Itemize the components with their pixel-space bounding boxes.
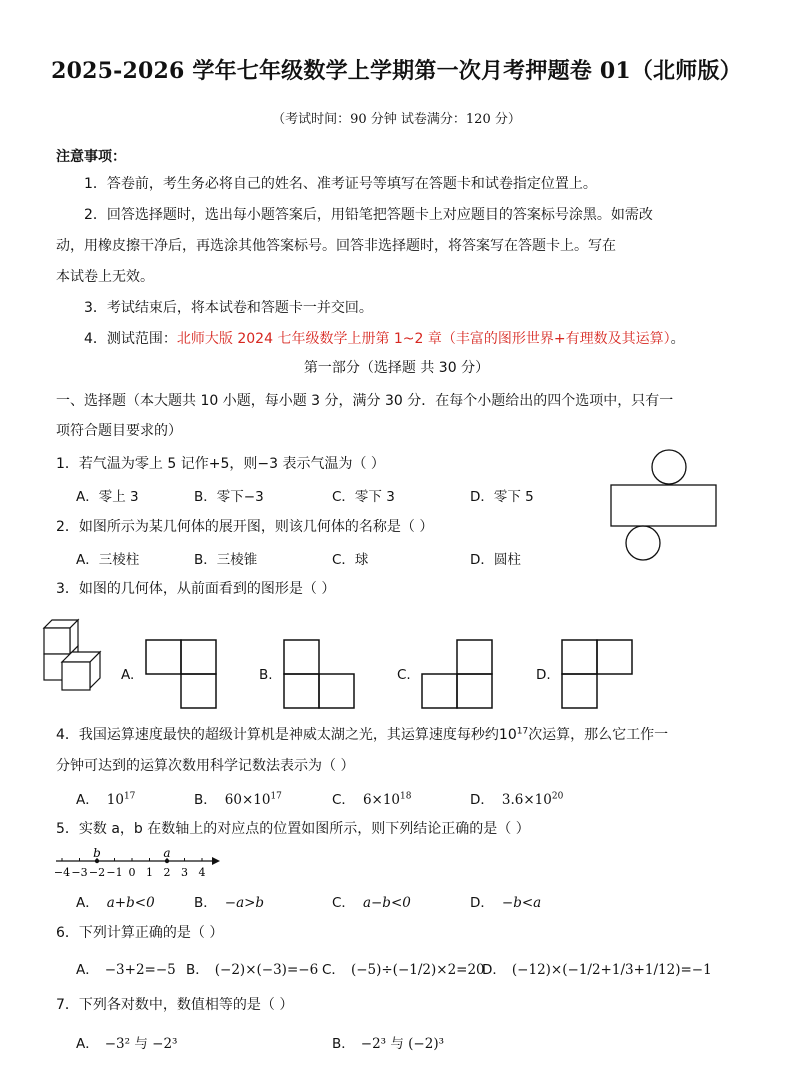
note-item-4-prefix: 4．测试范围： [84,331,177,347]
number-line-figure [54,846,224,880]
q4-option-c-exp: 18 [400,791,412,802]
q7-stem: 7．下列各对数中，数值相等的是（ ） [56,997,294,1013]
q4-option-c [332,788,411,808]
q7-option-b-expr: −2³ 与 (−2)³ [360,1036,445,1052]
number-line-tick-label: −2 [88,866,106,879]
q5-option-d-expr: −b<a [501,895,542,911]
q4-stem-b: 次运算，那么它工作一 [528,727,669,743]
q7-option-b-label: B． [332,1036,355,1052]
number-line-arrow [212,857,220,865]
q4-option-b-base: 60×10 [224,792,271,808]
q5-option-d [470,891,541,911]
q6-option-b-expr: (−2)×(−3)=−6 [214,962,319,978]
q7-option-a-label: A． [76,1036,99,1052]
q7-option-a [76,1032,177,1052]
q3-option-a-label: A. [121,667,135,683]
note-item-1: 1．答卷前，考生务必将自己的姓名、准考证号等填写在答题卡和试卷指定位置上。 [84,176,597,192]
q6-option-d-expr: (−12)×(−1/2+1/3+1/12)=−1 [511,962,712,978]
number-line-tick-label: −4 [54,866,71,879]
q1-option-d: D．零下 5 [470,489,534,505]
cube-stack-figure [40,616,112,694]
note-item-3: 3．考试结束后，将本试卷和答题卡一并交回。 [84,300,373,316]
q5-option-d-label: D． [470,895,494,911]
q2-option-d: D．圆柱 [470,552,521,568]
test-scope: 北师大版 2024 七年级数学上册第 1~2 章（丰富的图形世界+有理数及其运算） [176,331,671,347]
q3-option-c-label: C. [397,667,411,683]
q6-option-a-label: A． [76,962,99,978]
q4-option-c-label: C． [332,792,355,808]
q4-option-a-label: A． [76,792,99,808]
q5-option-a [76,891,155,911]
q4-stem-power [499,727,528,743]
q3-option-d-shape [561,639,635,709]
q2-stem: 2．如图所示为某几何体的展开图，则该几何体的名称是（ ） [56,519,434,535]
cylinder-net-figure [605,448,720,566]
q6-option-d [482,958,712,978]
q4-option-a [76,788,135,808]
q6-option-c [322,958,485,978]
q3-option-c-shape [421,639,495,709]
q6-option-b [186,958,318,978]
q4-option-b-exp: 17 [270,791,282,802]
q5-option-b-label: B． [194,895,217,911]
q4-stem-line1 [56,724,668,744]
notes-heading: 注意事项： [56,149,126,165]
q6-option-c-expr: (−5)÷(−1/2)×2=20 [350,962,485,978]
q1-option-c: C．零下 3 [332,489,395,505]
section-heading-a: 一、选择题（本大题共 10 小题，每小题 3 分，满分 30 分．在每个小题给出的四个选项中，只有一 [56,393,674,409]
q4-option-c-base: 6×10 [362,792,401,808]
note-item-4 [84,329,685,349]
q3-option-b-label: B. [259,667,273,683]
q6-option-a [76,958,176,978]
q2-option-c: C．球 [332,552,369,568]
note-item-2c: 本试卷上无效。 [56,269,154,285]
q3-stem: 3．如图的几何体，从前面看到的图形是（ ） [56,581,336,597]
exam-info: （考试时间：90 分钟 试卷满分：120 分） [272,112,521,127]
q7-option-a-expr: −3² 与 −2³ [104,1036,178,1052]
q4-stem-a: 4．我国运算速度最快的超级计算机是神威太湖之光，其运算速度每秒约 [56,727,499,743]
q4-option-d-base: 3.6×10 [501,792,552,808]
q5-option-c [332,891,411,911]
q3-option-d-label: D. [536,667,551,683]
q6-option-a-expr: −3+2=−5 [104,962,176,978]
q4-stem-base: 10 [498,727,517,743]
number-line-tick-label: −1 [106,866,123,879]
page-title: 2025-2026 学年七年级数学上学期第一次月考押题卷 01（北师版） [51,58,742,84]
q6-option-c-label: C． [322,962,345,978]
q1-option-a: A．零上 3 [76,489,139,505]
q5-option-b-expr: −a>b [224,895,265,911]
q1-stem: 1．若气温为零上 5 记作+5，则−3 表示气温为（ ） [56,456,385,472]
q4-option-d [470,788,563,808]
q4-option-a-exp: 17 [123,791,136,802]
q4-option-d-label: D． [470,792,494,808]
q4-option-a-base: 10 [106,792,124,808]
q4-option-d-exp: 20 [551,791,564,802]
q4-option-b [194,788,282,808]
q4-option-b-label: B． [194,792,217,808]
q6-stem: 6．下列计算正确的是（ ） [56,925,224,941]
note-item-4-suffix: 。 [670,331,685,347]
q6-option-d-label: D． [482,962,506,978]
q5-option-a-expr: a+b<0 [106,895,155,911]
number-line-tick-label: 1 [146,866,153,879]
q5-stem: 5．实数 a，b 在数轴上的对应点的位置如图所示，则下列结论正确的是（ ） [56,821,530,837]
q3-option-b-shape [283,639,357,709]
number-line-tick-label: 3 [181,866,188,879]
number-line-tick-label: −3 [71,866,88,879]
note-item-2a: 2．回答选择题时，选出每小题答案后，用铅笔把答题卡上对应题目的答案标号涂黑。如需改 [84,207,653,223]
number-line-point-label-b: b [93,846,101,860]
q1-option-b: B．零下−3 [194,489,264,505]
q5-option-b [194,891,264,911]
q7-option-b [332,1032,444,1052]
q2-option-b: B．三棱锥 [194,552,258,568]
q3-option-a-shape [145,639,219,709]
q6-option-b-label: B． [186,962,209,978]
section-heading-b: 项符合题目要求的） [56,423,182,439]
q5-option-c-label: C． [332,895,355,911]
number-line-point-label-a: a [163,846,171,860]
q4-stem-line2: 分钟可达到的运算次数用科学记数法表示为（ ） [56,758,355,774]
q5-option-a-label: A． [76,895,99,911]
part1-heading: 第一部分（选择题 共 30 分） [303,360,490,376]
number-line-tick-label: 4 [198,866,206,879]
note-item-2b: 动，用橡皮擦干净后，再选涂其他答案标号。回答非选择题时，将答案写在答题卡上。写在 [56,238,616,254]
number-line-tick-label: 2 [163,866,171,879]
q5-option-c-expr: a−b<0 [362,895,411,911]
q2-option-a: A．三棱柱 [76,552,140,568]
q4-stem-exp: 17 [516,726,529,737]
number-line-tick-label: 0 [128,866,136,879]
